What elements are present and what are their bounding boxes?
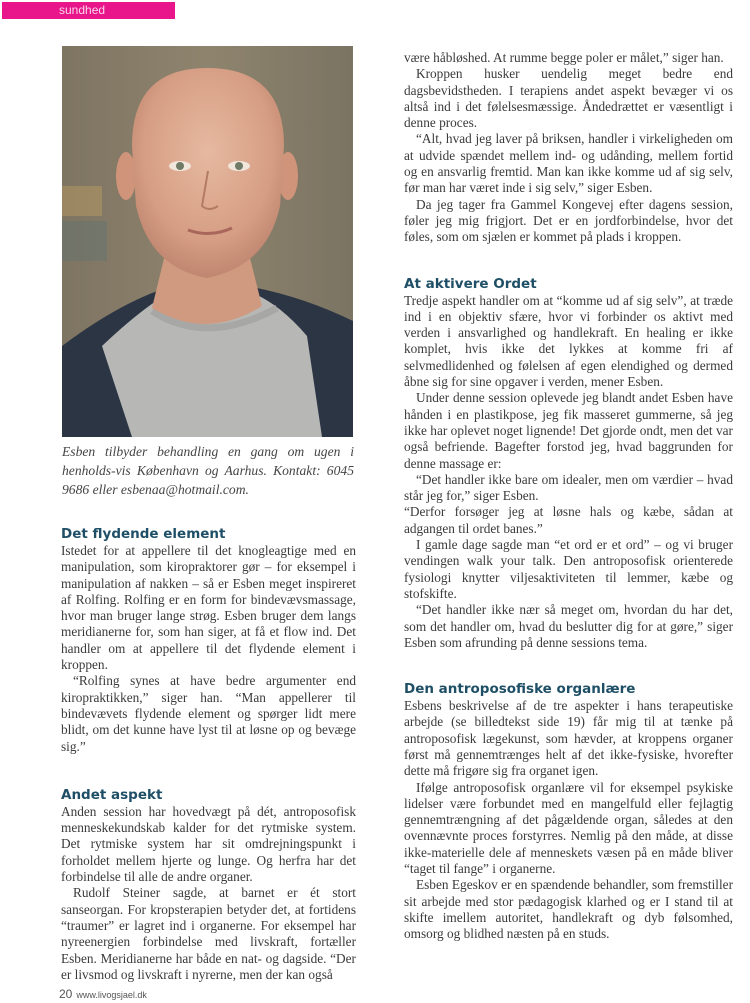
paragraph: Ifølge antroposofisk organlære vil for eksempel psykiske lidelser være forbundet med en mangelfuld eller fejlagtig gennemtrængning af det pågældende organ, således at den ovennævnte proces forstyrres. Nemlig på den måde, at disse ikke-materielle dele af menneskets væsen på en måde bliver “taget til fange” i organerne.: [404, 779, 733, 877]
section-tag: sundhed: [2, 2, 175, 19]
paragraph: Da jeg tager fra Gammel Kongevej efter dagens session, føler jeg mig frigjort. Det er en jordforbindelse, hvor det føles, som om sjælen er kommet på plads i kroppen.: [404, 196, 733, 245]
photo-caption: Esben tilbyder behandling en gang om ugen i henholds-vis København og Aarhus. Kontakt: 6045 9686 eller esbenaa@hotmail.com.: [62, 444, 354, 497]
portrait-illustration: [62, 46, 353, 437]
paragraph: Under denne session oplevede jeg blandt andet Esben have hånden i en plastikpose, jeg fik masseret gummerne, så jeg ikke har oplevet noget lignende! Det gjorde ondt, men det var også befriende. Bagefter forstod jeg, hvad baggrunden for denne massage er:: [404, 390, 733, 471]
page-number: 20: [59, 987, 73, 1001]
paragraph: “Rolfing synes at have bedre argumenter end kiropraktikken,” siger han. “Man appellerer til bindevævets flydende element og spørger lidt mere blidt, om det kunne have lyst til at løsne op og bevæge sig.”: [61, 673, 356, 754]
right-column: [404, 50, 733, 943]
paragraph: Istedet for at appellere til det knogleagtige med en manipulation, som kiropraktorer gør – for eksempel i manipulation af nakken – så er Esben meget inspireret af Rolfing. Rolfing er en form for bindevævsmassage, hvor man bruger lange strøg. Esben bruger dem langs meridianerne for, som han siger, at få et flow ind. Det handler om at appellere til det flydende element i kroppen.: [61, 543, 356, 673]
paragraph: Rudolf Steiner sagde, at barnet er ét stort sanseorgan. For kropsterapien betyder det, at fortidens “traumer” er lagret ind i organerne. For eksempel har nyreenergien forbindelse med livskraft, fortæller Esben. Meridianerne har både en nat- og dagside. “Der er livsmod og livskraft i nyrerne, men der kan også: [61, 885, 356, 982]
section-heading: Andet aspekt: [61, 786, 163, 803]
website-url[interactable]: www.livogsjael.dk: [76, 990, 147, 1000]
paragraph: “Derfor forsøger jeg at løsne hals og kæbe, sådan at adgangen til ordet banes.”: [404, 504, 733, 536]
paragraph: Anden session har hovedvægt på dét, antroposofisk menneskekundskab kalder for det rytmiske system. Det rytmiske system har sit omdrejningspunkt i forholdet mellem hjerte og lunge. Og herfra har det forbindelse til alle de andre organer.: [61, 803, 356, 885]
paragraph: Esben Egeskov er en spændende behandler, som fremstiller sit arbejde med stor pædagogisk klarhed og er I stand til at skifte imellem autoritet, handlekraft og dyb følsomhed, omsorg og blidhed næsten på en studs.: [404, 877, 733, 942]
paragraph: Tredje aspekt handler om at “komme ud af sig selv”, at træde ind i en objektiv sfære, hvor vi forbinder os aktivt med verden i ansvarlighed og handlekraft. En healing er ikke komplet, hvis ikke det lykkes at komme fri af selvmedlidenhed og følelsen af egen elendighed og dermed åbne sig for sine opgaver i verden, mener Esben.: [404, 292, 733, 390]
paragraph: være håbløshed. At rumme begge poler er målet,” siger han.: [404, 50, 724, 65]
paragraph: I gamle dage sagde man “et ord er et ord” – og vi bruger vendingen walk your talk. Den antroposofisk orienterede fysiologi knytter viljesaktiviteten til lemmer, kæbe og stofskifte.: [404, 537, 733, 601]
page-footer: [59, 985, 147, 1003]
paragraph: “Det handler ikke nær så meget om, hvordan du har det, som det handler om, hvad du beslutter dig for at gøre,” siger Esben som afrunding på denne sessions tema.: [404, 602, 733, 650]
paragraph: “Alt, hvad jeg laver på briksen, handler i virkeligheden om at udvide spændet mellem ind- og udånding, mellem fortid og en ansvarlig fremtid. Man kan ikke komme ud af sig selv, før man har været inde i sig selv,” siger Esben.: [404, 131, 733, 196]
portrait-photo: [62, 46, 353, 437]
section-heading: At aktivere Ordet: [404, 275, 537, 292]
left-column: [61, 526, 356, 983]
paragraph: “Det handler ikke bare om idealer, men om værdier – hvad står jeg for,” siger Esben.: [404, 471, 733, 504]
paragraph: Kroppen husker uendelig meget bedre end dagsbevidstheden. I terapiens andet aspekt bevæger vi os altså ind i det følelsesmæssige. Åndedrættet er væsentligt i denne proces.: [404, 66, 733, 131]
paragraph: Esbens beskrivelse af de tre aspekter i hans terapeutiske arbejde (se billedtekst side 19) får mig til at tænke på antroposofisk lægekunst, som hævder, at kroppens organer først må gennemtrænges helt af det ikke-fysiske, hvorefter dette må frigøre sig fra organet igen.: [404, 698, 733, 779]
section-heading: Den antroposofiske organlære: [404, 681, 636, 698]
section-heading: Det flydende element: [61, 526, 226, 542]
